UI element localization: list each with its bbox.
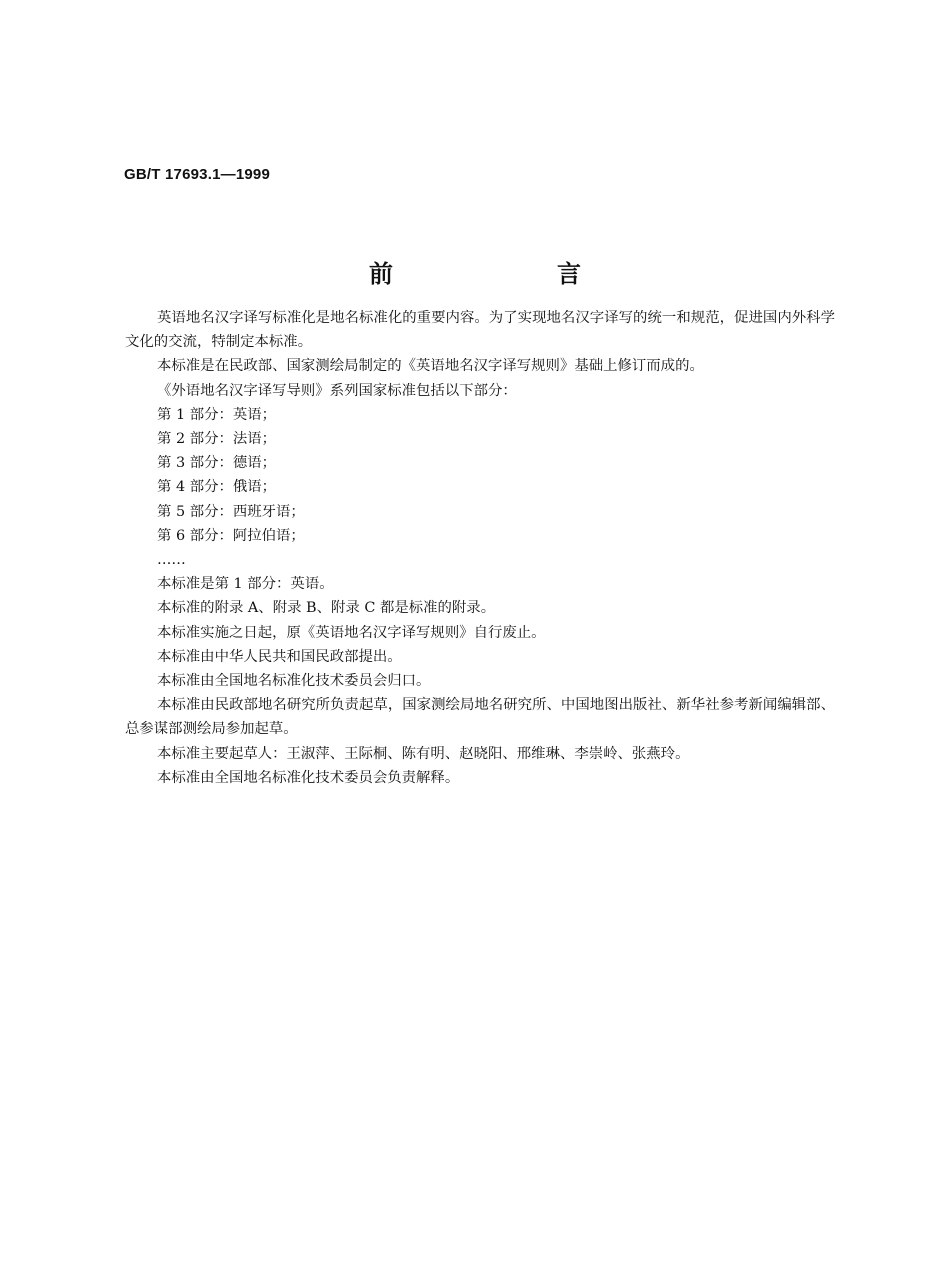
paragraph: 英语地名汉字译写标准化是地名标准化的重要内容。为了实现地名汉字译写的统一和规范，促进国内外科学文化的交流，特制定本标准。 [125,310,835,351]
paragraph: 本标准是在民政部、国家测绘局制定的《英语地名汉字译写规则》基础上修订而成的。 [157,358,704,375]
paragraph: 本标准由全国地名标准化技术委员会归口。 [157,673,431,690]
list-item: 第 1 部分：英语； [157,406,277,423]
paragraph: 本标准是第 1 部分：英语。 [157,576,334,593]
paragraph: 本标准由全国地名标准化技术委员会负责解释。 [157,769,460,786]
list-item: 第 6 部分：阿拉伯语； [157,527,305,544]
list-ellipsis: …… [157,552,186,569]
list-item: 第 3 部分：德语； [157,455,277,472]
paragraph: 《外语地名汉字译写导则》系列国家标准包括以下部分： [157,382,517,399]
list-item: 第 2 部分：法语； [157,431,277,448]
paragraph: 本标准实施之日起，原《英语地名汉字译写规则》自行废止。 [157,624,546,641]
paragraph: 本标准的附录 A、附录 B、附录 C 都是标准的附录。 [157,600,496,617]
paragraph: 本标准由中华人民共和国民政部提出。 [157,648,402,665]
paragraph: 本标准由民政部地名研究所负责起草，国家测绘局地名研究所、中国地图出版社、新华社参考新闻编辑部、总参谋部测绘局参加起草。 [125,697,835,738]
page-title: 前 言 [369,260,651,288]
paragraph: 本标准主要起草人：王淑萍、王际桐、陈有明、赵晓阳、邢维琳、李崇岭、张燕玲。 [157,745,690,762]
list-item: 第 4 部分：俄语； [157,479,277,496]
list-item: 第 5 部分：西班牙语； [157,503,305,520]
foreword-body [125,306,835,790]
standard-code: GB/T 17693.1—1999 [124,166,270,183]
